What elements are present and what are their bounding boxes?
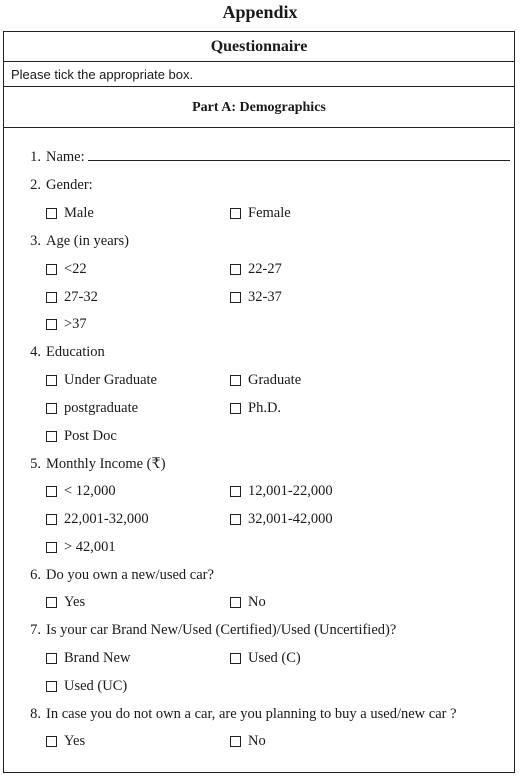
option-label: Yes	[64, 594, 86, 610]
question-number: 5.	[30, 456, 41, 472]
checkbox[interactable]	[46, 264, 57, 275]
checkbox[interactable]	[46, 486, 57, 497]
questionnaire-frame	[3, 31, 515, 773]
checkbox[interactable]	[230, 653, 241, 664]
question-number: 7.	[30, 622, 41, 638]
checkbox[interactable]	[46, 542, 57, 553]
option-label: Post Doc	[64, 428, 117, 444]
question-number: 8.	[30, 706, 41, 722]
checkbox[interactable]	[230, 264, 241, 275]
checkbox[interactable]	[230, 486, 241, 497]
question-number: 1.	[30, 149, 41, 165]
question-text: Do you own a new/used car?	[46, 567, 214, 583]
checkbox[interactable]	[230, 736, 241, 747]
checkbox[interactable]	[230, 597, 241, 608]
option-label: 22,001-32,000	[64, 511, 149, 527]
question-text: Monthly Income (₹)	[46, 456, 166, 472]
checkbox[interactable]	[46, 681, 57, 692]
option-label: Under Graduate	[64, 372, 157, 388]
part-title: Part A: Demographics	[4, 89, 514, 128]
option-label: Graduate	[248, 372, 302, 388]
option-label: Male	[64, 205, 94, 221]
option-label: > 42,001	[64, 539, 116, 555]
option-label: Used (C)	[248, 650, 301, 666]
checkbox[interactable]	[46, 375, 57, 386]
checkbox[interactable]	[46, 431, 57, 442]
option-label: Brand New	[64, 650, 131, 666]
checkbox[interactable]	[230, 208, 241, 219]
option-label: No	[248, 733, 266, 749]
option-label: < 12,000	[64, 483, 116, 499]
checkbox[interactable]	[230, 514, 241, 525]
option-label: postgraduate	[64, 400, 139, 416]
option-label: >37	[64, 316, 87, 332]
question-number: 3.	[30, 233, 41, 249]
questionnaire-title: Questionnaire	[4, 32, 514, 62]
checkbox[interactable]	[46, 653, 57, 664]
option-label: 27-32	[64, 289, 98, 305]
option-label: <22	[64, 261, 87, 277]
name-input-line[interactable]	[88, 160, 510, 161]
question-number: 4.	[30, 344, 41, 360]
checkbox[interactable]	[46, 208, 57, 219]
checkbox[interactable]	[230, 403, 241, 414]
option-label: Female	[248, 205, 291, 221]
checkbox[interactable]	[46, 736, 57, 747]
option-label: Ph.D.	[248, 400, 282, 416]
checkbox[interactable]	[46, 403, 57, 414]
question-text: Gender:	[46, 177, 93, 193]
checkbox[interactable]	[46, 292, 57, 303]
appendix-title: Appendix	[222, 2, 298, 22]
question-number: 6.	[30, 567, 41, 583]
question-text: Is your car Brand New/Used (Certified)/Used (Uncertified)?	[46, 622, 397, 638]
question-text: Name:	[46, 149, 85, 165]
checkbox[interactable]	[46, 319, 57, 330]
option-label: 22-27	[248, 261, 282, 277]
instruction-text: Please tick the appropriate box.	[4, 62, 514, 87]
question-text: Age (in years)	[46, 233, 129, 249]
checkbox[interactable]	[230, 375, 241, 386]
question-number: 2.	[30, 177, 41, 193]
question-text: Education	[46, 344, 105, 360]
checkbox[interactable]	[46, 514, 57, 525]
question-text: In case you do not own a car, are you planning to buy a used/new car ?	[46, 706, 457, 722]
checkbox[interactable]	[230, 292, 241, 303]
option-label: No	[248, 594, 266, 610]
option-label: 32,001-42,000	[248, 511, 333, 527]
option-label: 32-37	[248, 289, 282, 305]
option-label: 12,001-22,000	[248, 483, 333, 499]
option-label: Yes	[64, 733, 86, 749]
option-label: Used (UC)	[64, 678, 128, 694]
checkbox[interactable]	[46, 597, 57, 608]
